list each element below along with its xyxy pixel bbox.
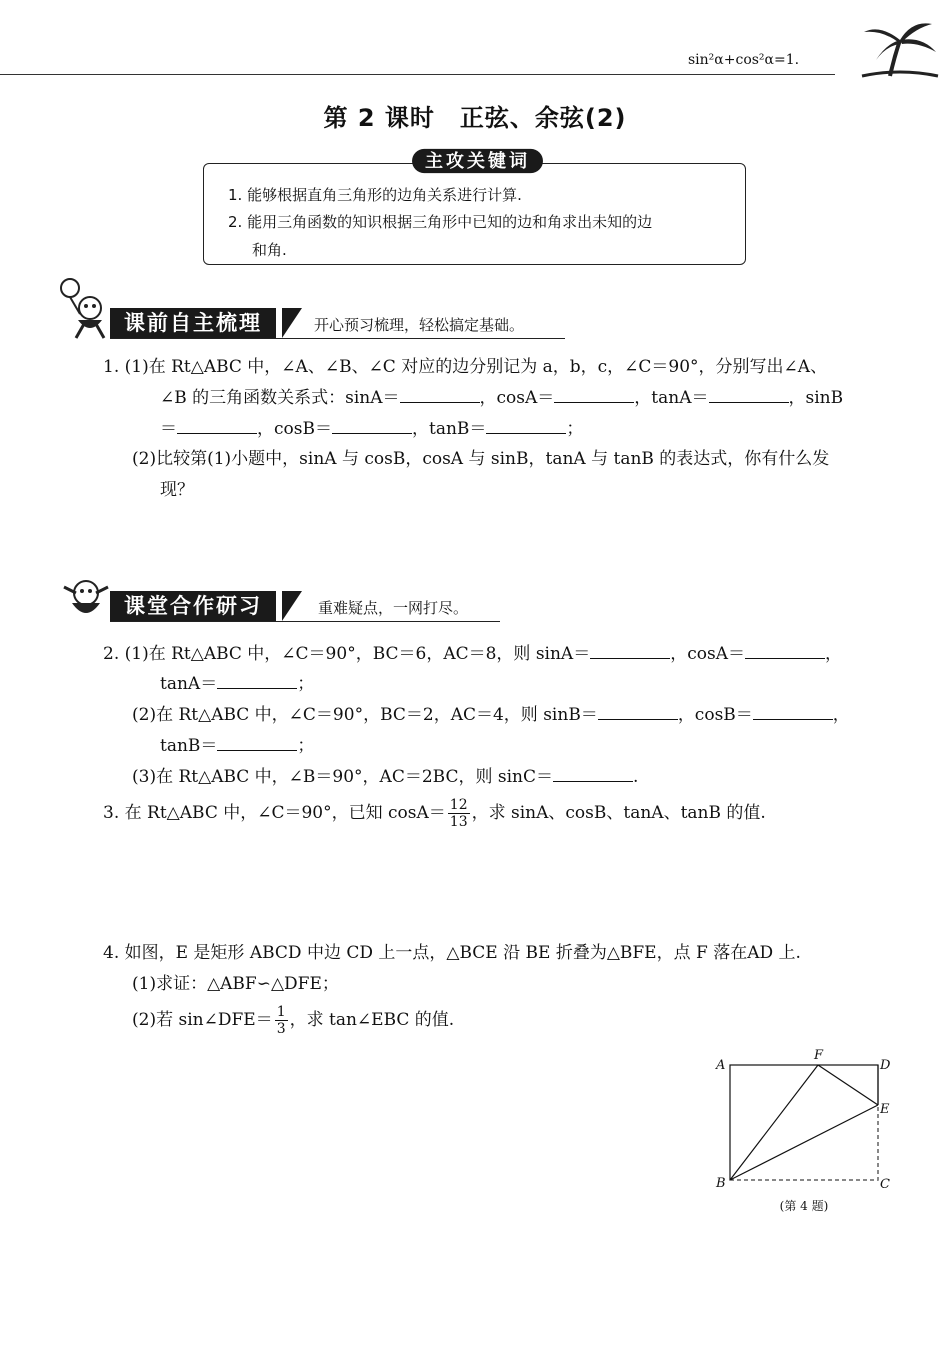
q1-line-3 xyxy=(160,414,583,439)
section-banner-class xyxy=(0,591,600,623)
q4-line-3 xyxy=(132,1003,454,1037)
q2-text: 2. (1)在 Rt△ABC 中，∠C＝90°，BC＝6，AC＝8，则 sinA＝ xyxy=(103,644,591,664)
q1-text: ∠B 的三角函数关系式：sinA＝ xyxy=(160,388,400,408)
label-d: D xyxy=(880,1058,891,1073)
q2-text: (3)在 Rt△ABC 中，∠B＝90°，AC＝2BC，则 sinC＝ xyxy=(132,767,553,787)
section-underline xyxy=(110,338,565,339)
section-subtitle-class: 重难疑点，一网打尽。 xyxy=(318,599,469,617)
answer-blank[interactable] xyxy=(400,388,480,403)
answer-blank[interactable] xyxy=(598,705,678,720)
q2-text: tanA＝ xyxy=(160,674,218,694)
answer-blank[interactable] xyxy=(486,419,566,434)
q2-part1-line1 xyxy=(103,639,842,664)
section-subtitle-preview: 开心预习梳理，轻松搞定基础。 xyxy=(314,316,525,334)
q3 xyxy=(103,796,766,830)
q1-text: ； xyxy=(566,419,584,439)
q2-text: tanB＝ xyxy=(160,736,218,756)
q4-text: ，求 tan∠EBC 的值. xyxy=(289,1010,455,1030)
q2-part2-line1 xyxy=(132,700,850,725)
mascot-icon xyxy=(56,573,116,625)
q1-text: ，cosB＝ xyxy=(257,419,332,439)
q2-text: ，cosA＝ xyxy=(670,644,745,664)
answer-blank[interactable] xyxy=(332,419,412,434)
answer-blank[interactable] xyxy=(753,705,833,720)
rectangle-abcd xyxy=(730,1065,878,1180)
label-c: C xyxy=(880,1177,890,1192)
answer-blank[interactable] xyxy=(553,767,633,782)
section-title-class: 课堂合作研习 xyxy=(110,591,276,621)
label-a: A xyxy=(716,1058,726,1073)
q3-text: 3. 在 Rt△ABC 中，∠C＝90°，已知 cosA＝ xyxy=(103,803,446,823)
q1-text: ，sinB xyxy=(788,388,844,408)
q2-part1-line2 xyxy=(160,669,314,694)
geometry-figure xyxy=(700,1045,900,1220)
q2-text: ； xyxy=(297,736,315,756)
section-underline xyxy=(110,621,500,622)
q2-text: ； xyxy=(297,674,315,694)
segment-fe xyxy=(818,1065,878,1105)
q3-text: ，求 sinA、cosB、tanA、tanB 的值. xyxy=(471,803,766,823)
header-rule xyxy=(0,74,835,75)
q1-text: ，tanA＝ xyxy=(634,388,709,408)
q1-line-5: 现？ xyxy=(160,480,194,500)
q2-text: ，cosB＝ xyxy=(677,705,753,725)
q1-line-4: (2)比较第(1)小题中，sinA 与 cosB，cosA 与 sinB，tanA 与 tanB 的表达式，你有什么发 xyxy=(132,449,830,469)
answer-blank[interactable] xyxy=(217,736,297,751)
answer-blank[interactable] xyxy=(590,644,670,659)
fraction xyxy=(448,797,470,830)
q1-text: ，cosA＝ xyxy=(479,388,555,408)
key-point-2-cont: 和角. xyxy=(252,241,287,259)
fraction-numerator: 12 xyxy=(449,797,468,813)
section-tail xyxy=(282,308,302,338)
answer-blank[interactable] xyxy=(554,388,634,403)
q1-text: ＝ xyxy=(160,419,177,439)
mascot-icon xyxy=(56,278,116,342)
section-banner-preview xyxy=(0,308,600,340)
label-f: F xyxy=(814,1048,824,1063)
q2-text: (2)在 Rt△ABC 中，∠C＝90°，BC＝2，AC＝4，则 sinB＝ xyxy=(132,705,598,725)
q4-line-2: (1)求证：△ABF∽△DFE； xyxy=(132,974,339,994)
key-badge-label: 主攻关键词 xyxy=(425,151,530,172)
q4-text: (2)若 sin∠DFE＝ xyxy=(132,1010,273,1030)
q2-text: ， xyxy=(832,705,850,725)
answer-blank[interactable] xyxy=(745,644,825,659)
q2-text: ， xyxy=(824,644,842,664)
page-title: 第 2 课时 正弦、余弦(2) xyxy=(323,104,627,132)
key-point-2: 2. 能用三角函数的知识根据三角形中已知的边和角求出未知的边 xyxy=(228,213,653,231)
fraction-denominator: 3 xyxy=(276,1021,286,1037)
q1-line-2 xyxy=(160,383,843,408)
figure-caption: (第 4 题) xyxy=(779,1199,829,1213)
key-point-1: 1. 能够根据直角三角形的边角关系进行计算. xyxy=(228,186,522,204)
palm-tree-icon xyxy=(860,18,940,78)
q2-part3 xyxy=(132,762,638,787)
q1-text: ，tanB＝ xyxy=(411,419,487,439)
fraction xyxy=(275,1004,288,1037)
label-e: E xyxy=(880,1102,890,1117)
header-formula: sin²α+cos²α=1. xyxy=(688,52,800,68)
segment-bf xyxy=(730,1065,818,1180)
q2-text: . xyxy=(633,767,639,787)
section-tail xyxy=(282,591,302,621)
q2-part2-line2 xyxy=(160,731,314,756)
answer-blank[interactable] xyxy=(709,388,789,403)
q4-line-1: 4. 如图，E 是矩形 ABCD 中边 CD 上一点，△BCE 沿 BE 折叠为△BFE，点 F 落在AD 上. xyxy=(103,943,801,963)
label-b: B xyxy=(716,1176,726,1191)
answer-blank[interactable] xyxy=(177,419,257,434)
segment-be xyxy=(730,1105,878,1180)
section-title-preview: 课前自主梳理 xyxy=(110,308,276,338)
fraction-denominator: 13 xyxy=(449,814,468,830)
q1-line-1: 1. (1)在 Rt△ABC 中，∠A、∠B、∠C 对应的边分别记为 a，b，c，∠C＝90°，分别写出∠A、 xyxy=(103,357,828,377)
answer-blank[interactable] xyxy=(217,674,297,689)
fraction-numerator: 1 xyxy=(276,1004,286,1020)
